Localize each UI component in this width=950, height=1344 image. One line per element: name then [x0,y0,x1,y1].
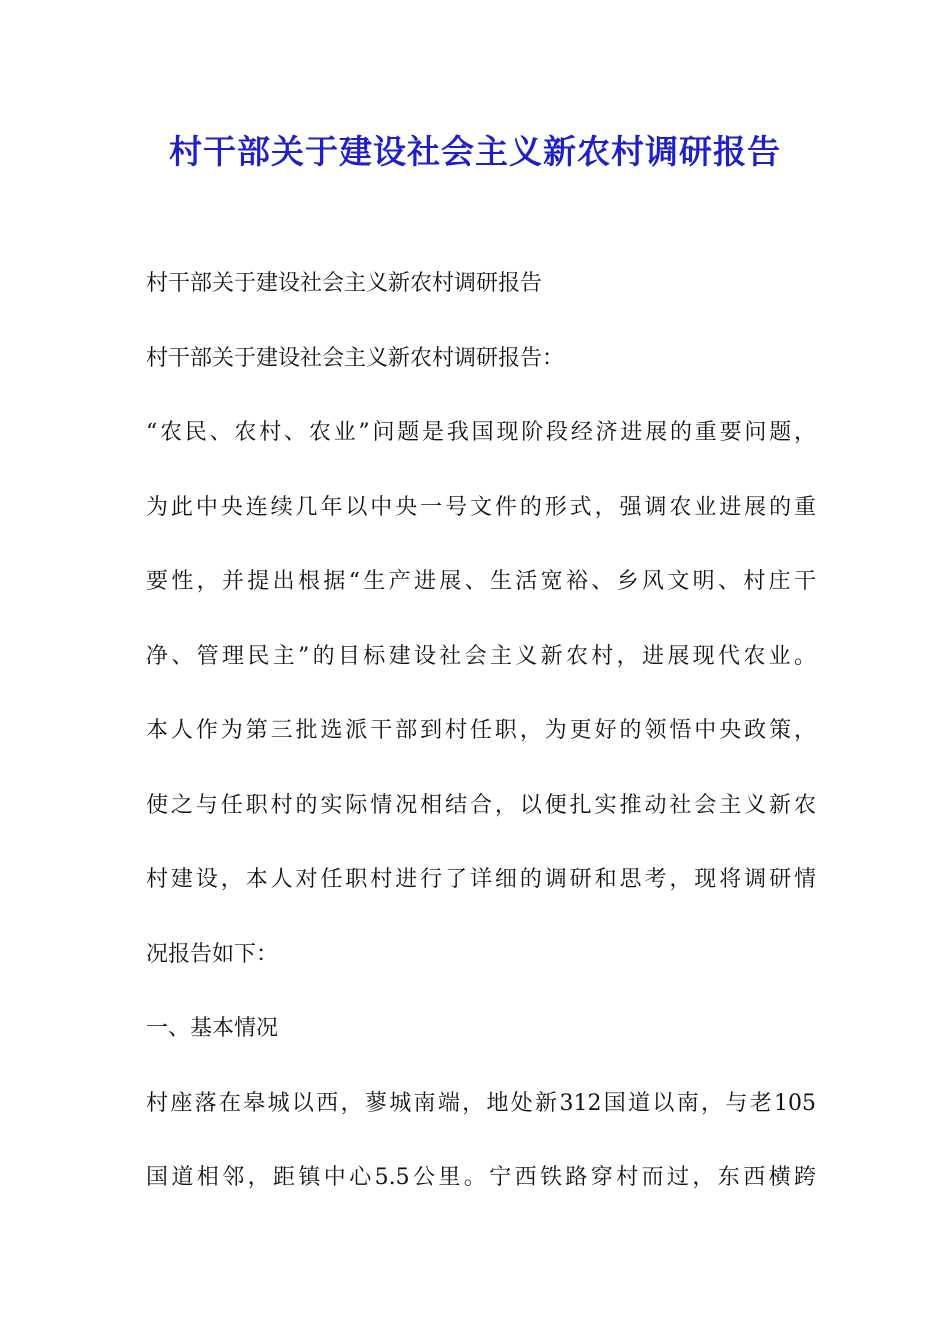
text-line: “农民、农村、农业”问题是我国现阶段经济进展的重要问题， [146,420,816,445]
text-line: 况报告如下： [146,941,279,967]
text-line: 国道相邻，距镇中心5.5公里。宁西铁路穿村而过，东西横跨 [146,1165,816,1190]
text-line: 为此中央连续几年以中央一号文件的形式，强调农业进展的重 [146,494,816,520]
text-line: 本人作为第三批选派干部到村任职，为更好的领悟中央政策， [146,718,816,743]
text-line: 村座落在皋城以西，蓼城南端，地处新312国道以南，与老105 [146,1090,816,1116]
text-line: 净、管理民主”的目标建设社会主义新农村，进展现代农业。 [146,643,816,669]
text-line: 使之与任职村的实际情况相结合，以便扎实推动社会主义新农 [146,792,816,818]
section-heading: 一、基本情况 [146,1016,279,1041]
text-line: 村建设，本人对任职村进行了详细的调研和思考，现将调研情 [146,867,816,892]
text-line: 村干部关于建设社会主义新农村调研报告： [146,345,565,371]
text-line: 村干部关于建设社会主义新农村调研报告 [146,271,543,296]
document-body [146,258,816,1227]
document-title: 村干部关于建设社会主义新农村调研报告 [169,132,781,171]
text-line: 要性，并提出根据“生产进展、生活宽裕、乡风文明、村庄干 [146,569,816,594]
